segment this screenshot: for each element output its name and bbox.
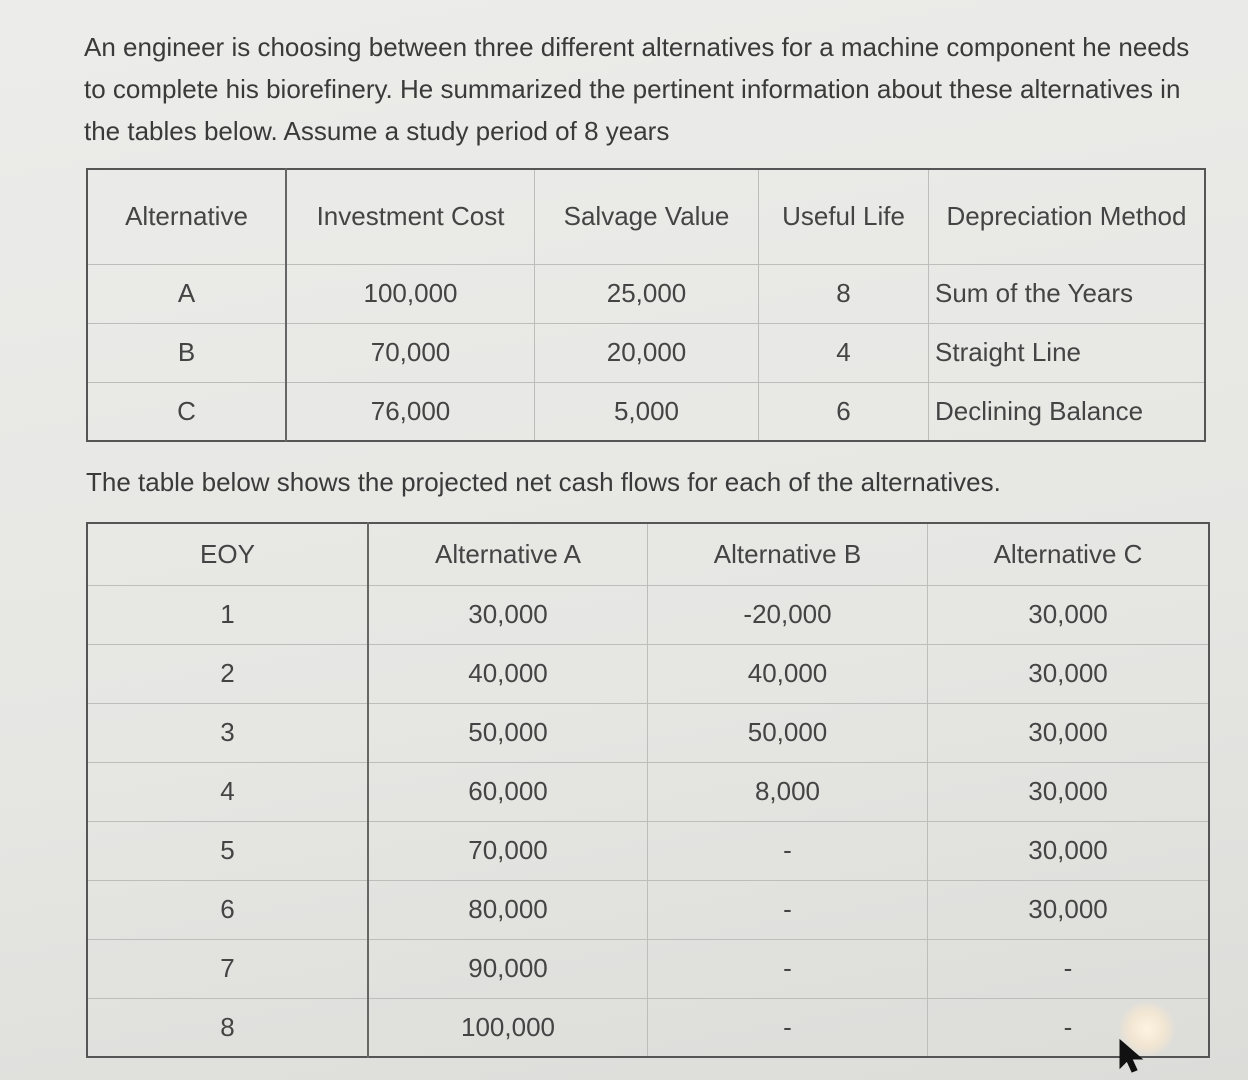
table-row	[87, 644, 1209, 703]
table-cell: 50,000	[368, 703, 648, 762]
column-header-alternative-c: Alternative C	[928, 523, 1210, 585]
table-cell: 30,000	[928, 644, 1210, 703]
table-row	[87, 382, 1205, 441]
table-cell: 7	[87, 939, 368, 998]
column-header-investment-cost: Investment Cost	[286, 169, 535, 264]
table-cell: -20,000	[648, 585, 928, 644]
table-cell: 2	[87, 644, 368, 703]
table-cell: 30,000	[928, 880, 1210, 939]
table-cell: B	[87, 323, 286, 382]
table-row	[87, 821, 1209, 880]
table-cell: 30,000	[928, 703, 1210, 762]
column-header-eoy: EOY	[87, 523, 368, 585]
table-row	[87, 998, 1209, 1057]
table-cell: 5	[87, 821, 368, 880]
table-header-row	[87, 523, 1209, 585]
table-cell: 8	[759, 264, 929, 323]
cash-flow-intro-text: The table below shows the projected net cash flows for each of the alternatives.	[86, 467, 1001, 497]
table-row	[87, 880, 1209, 939]
table-cell: 25,000	[535, 264, 759, 323]
table-cell: 8	[87, 998, 368, 1057]
table-cell: C	[87, 382, 286, 441]
table-cell: 6	[87, 880, 368, 939]
table-cell: 100,000	[286, 264, 535, 323]
table-row	[87, 703, 1209, 762]
table-cell: 8,000	[648, 762, 928, 821]
table-cell: -	[648, 880, 928, 939]
table-cell: 30,000	[928, 762, 1210, 821]
table-cell: 76,000	[286, 382, 535, 441]
table-cell: 1	[87, 585, 368, 644]
table-cell: -	[928, 939, 1210, 998]
table-cell: 30,000	[928, 585, 1210, 644]
table-cell: 4	[87, 762, 368, 821]
table-cell: 70,000	[368, 821, 648, 880]
table-cell: Sum of the Years	[929, 264, 1206, 323]
alternatives-info-table	[86, 168, 1206, 442]
table-cell: 30,000	[368, 585, 648, 644]
table-row	[87, 323, 1205, 382]
column-header-alternative-a: Alternative A	[368, 523, 648, 585]
column-header-depreciation-method: Depreciation Method	[929, 169, 1206, 264]
column-header-useful-life: Useful Life	[759, 169, 929, 264]
column-header-alternative-b: Alternative B	[648, 523, 928, 585]
table-cell: 3	[87, 703, 368, 762]
table-cell: Declining Balance	[929, 382, 1206, 441]
table-row	[87, 762, 1209, 821]
column-header-alternative: Alternative	[87, 169, 286, 264]
table-cell: -	[648, 939, 928, 998]
table-cell: 50,000	[648, 703, 928, 762]
table-cell: A	[87, 264, 286, 323]
table-row	[87, 585, 1209, 644]
table-cell: 20,000	[535, 323, 759, 382]
table-cell: Straight Line	[929, 323, 1206, 382]
table-cell: 60,000	[368, 762, 648, 821]
cash-flow-table	[86, 522, 1210, 1058]
table-cell: -	[648, 821, 928, 880]
table-cell: 30,000	[928, 821, 1210, 880]
table-cell: -	[928, 998, 1210, 1057]
problem-intro-text: An engineer is choosing between three different alternatives for a machine component he needs to complete his biorefinery. He summarized the pertinent information about these alternatives in the tables below. Assume a study period of 8 years	[84, 32, 1190, 146]
table-cell: 70,000	[286, 323, 535, 382]
mouse-pointer-icon	[1116, 1038, 1146, 1074]
table-row	[87, 939, 1209, 998]
column-header-salvage-value: Salvage Value	[535, 169, 759, 264]
table-cell: -	[648, 998, 928, 1057]
table-cell: 40,000	[648, 644, 928, 703]
table-cell: 80,000	[368, 880, 648, 939]
table-cell: 40,000	[368, 644, 648, 703]
table-row	[87, 264, 1205, 323]
table-cell: 90,000	[368, 939, 648, 998]
table-cell: 5,000	[535, 382, 759, 441]
table-cell: 100,000	[368, 998, 648, 1057]
table-header-row	[87, 169, 1205, 264]
table-cell: 6	[759, 382, 929, 441]
table-cell: 4	[759, 323, 929, 382]
